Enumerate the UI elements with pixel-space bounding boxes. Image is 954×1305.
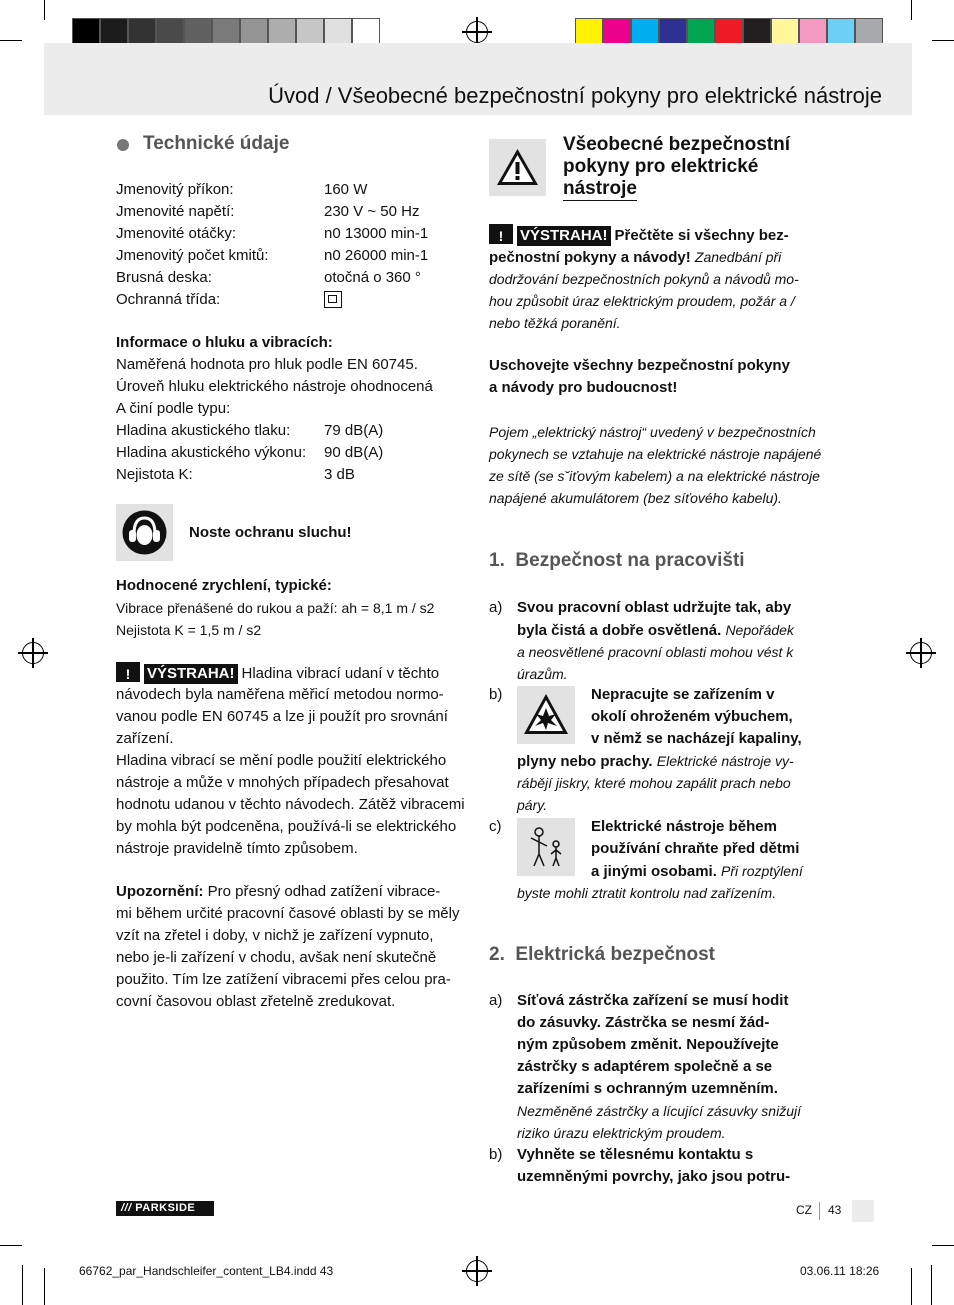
crop-mark — [22, 1265, 23, 1305]
color-swatch — [575, 18, 603, 46]
text-line: návodech byla naměřena měřicí metodou normo- — [116, 686, 444, 703]
text-line: a neosvětlené pracovní oblasti mohou vést k — [517, 644, 794, 660]
bold-text: byla čistá a dobře osvětlená. — [517, 622, 722, 639]
crop-mark — [911, 1268, 912, 1305]
warning-text: Hladina vibrací udaní v těchto — [241, 665, 440, 682]
crop-mark — [44, 0, 45, 20]
right-warning-line-first — [489, 224, 789, 247]
text-line: Elektrické nástroje během — [591, 818, 777, 835]
safety-heading-line: Všeobecné bezpečnostní — [563, 134, 791, 155]
text-line: a návody pro budoucnost! — [489, 379, 678, 396]
text-line: pokynech se vztahuje na elektrické nástroje napájené — [489, 446, 822, 462]
text-line: riziko úrazu elektrickým proudem. — [517, 1125, 726, 1141]
crop-mark — [932, 1245, 954, 1246]
text-line: otočná o 360 ° — [324, 269, 421, 286]
warning-triangle-icon — [489, 224, 513, 244]
text-line: 79 dB(A) — [324, 422, 384, 439]
footer-gray-block — [852, 1200, 874, 1222]
text-line: covní časovou oblast zřetelně zredukovat. — [116, 993, 396, 1010]
bullet-icon — [117, 139, 129, 151]
color-swatch — [827, 18, 855, 46]
gray-swatch — [72, 18, 100, 46]
text-line — [591, 860, 803, 883]
gray-swatch — [324, 18, 352, 46]
ear-protection-text: Noste ochranu sluchu! — [189, 524, 352, 541]
text-line: ze sítě (se s˘iťovým kabelem) a na elektrické nástroje — [489, 468, 820, 484]
bold-text: plyny nebo prachy. — [517, 753, 653, 770]
text-line: mi během určité pracovní časové oblasti by se měly — [116, 905, 460, 922]
text-line: Jmenovité otáčky: — [116, 225, 237, 242]
text-line: n0 13000 min-1 — [324, 225, 429, 242]
explosion-hazard-icon — [517, 686, 575, 744]
keep-children-away-icon — [517, 818, 575, 876]
text-line: n0 26000 min-1 — [324, 247, 429, 264]
text-line: Jmenovité napětí: — [116, 203, 235, 220]
text-line: A činí podle typu: — [116, 400, 231, 417]
color-swatch — [771, 18, 799, 46]
note-text: Pro přesný odhad zatížení vibrace- — [207, 883, 441, 900]
text-line: zařízeními s ochranným uzemněním. — [517, 1080, 778, 1097]
page-title: Úvod / Všeobecné bezpečnostní pokyny pro elektrické nástroje — [268, 83, 882, 108]
warning-italic-text: Zanedbání při — [694, 249, 782, 265]
text-line: okolí ohroženém výbuchem, — [591, 708, 793, 725]
section-number: 1. — [489, 550, 505, 571]
warning-triangle-icon — [116, 662, 140, 682]
text-line: Hladina akustického výkonu: — [116, 444, 307, 461]
text-line: Uschovejte všechny bezpečnostní pokyny — [489, 357, 790, 374]
uncertainty-line: Nejistota K = 1,5 m / s2 — [116, 622, 262, 638]
section-1-heading — [489, 550, 745, 572]
color-swatch — [659, 18, 687, 46]
text-line: rábějí jiskry, které mohou zapálit prach nebo — [517, 775, 791, 791]
color-swatch — [799, 18, 827, 46]
text-line: úrazům. — [517, 666, 568, 682]
gray-swatch — [352, 18, 380, 46]
text-line: Nezměněné zástrčky a lícující zásuvky snižují — [517, 1103, 801, 1119]
text-line: vzít na zřetel i doby, v nichž je zařízení vypnuto, — [116, 927, 434, 944]
text-line: ným způsobem změnit. Nepoužívejte — [517, 1036, 779, 1053]
text-line: b) — [489, 1146, 503, 1163]
safety-heading-line: pokyny pro elektrické — [563, 156, 759, 177]
text-line: b) — [489, 686, 503, 703]
footer-divider — [819, 1202, 820, 1220]
registration-mark-icon — [910, 642, 932, 664]
text-line: páry. — [517, 797, 548, 813]
vibration-heading: Hodnocené zrychlení, typické: — [116, 577, 332, 594]
registration-mark-icon — [466, 21, 488, 43]
text-line: Hladina vibrací se mění podle použití elektrického — [116, 752, 447, 769]
color-swatch — [603, 18, 631, 46]
text-line: zařízení. — [116, 730, 174, 747]
gray-swatch — [184, 18, 212, 46]
gray-swatch — [268, 18, 296, 46]
logo-stripes-icon: /// — [121, 1202, 132, 1214]
gray-swatch — [212, 18, 240, 46]
text-line: používání chraňte před dětmi — [591, 840, 800, 857]
gray-swatch — [100, 18, 128, 46]
text-line: Brusná deska: — [116, 269, 212, 286]
warning-bold-text: Přečtěte si všechny bez- — [614, 227, 789, 244]
section-heading-tech: Technické údaje — [143, 133, 290, 154]
text-line: Jmenovitý počet kmitů: — [116, 247, 269, 264]
text-line: by mohla být podceněna, používá-li se elektrického — [116, 818, 457, 835]
text-line: nebo je-li zařízení v chodu, avšak není skutečně — [116, 949, 437, 966]
text-line: hodnotu udanou v těchto návodech. Zátěž vibracemi — [116, 796, 465, 813]
indd-file-info: 66762_par_Handschleifer_content_LB4.indd 43 — [79, 1264, 334, 1278]
text-line: Naměřená hodnota pro hluk podle EN 60745. — [116, 356, 418, 373]
text-line: Jmenovitý příkon: — [116, 181, 234, 198]
warning-bold-text: pečnostní pokyny a návody! — [489, 249, 691, 266]
text-line — [517, 619, 794, 642]
crop-mark — [932, 40, 954, 41]
noise-heading: Informace o hluku a vibracích: — [116, 334, 333, 351]
safety-heading — [563, 134, 790, 201]
text-line: Nepracujte se zařízením v — [591, 686, 775, 703]
gray-swatch — [128, 18, 156, 46]
section-2-heading — [489, 944, 715, 966]
text-line: do zásuvky. Zástrčka se nesmí žád- — [517, 1014, 770, 1031]
print-date: 03.06.11 18:26 — [800, 1264, 880, 1278]
text-line: 160 W — [324, 181, 368, 198]
color-swatch — [855, 18, 883, 46]
page-number: 43 — [828, 1203, 842, 1217]
warning-label: VÝSTRAHA! — [144, 664, 238, 684]
text-line: nebo těžká poranění. — [489, 315, 621, 331]
text-line: vanou podle EN 60745 a lze ji použít pro srovnání — [116, 708, 448, 725]
italic-text: Elektrické nástroje vy- — [656, 753, 794, 769]
text-line: Úroveň hluku elektrického nástroje ohodnocená — [116, 378, 433, 395]
ear-protection-icon — [116, 504, 173, 561]
text-line: Svou pracovní oblast udržujte tak, aby — [517, 599, 792, 616]
crop-mark — [44, 1268, 45, 1305]
text-line: nástroje pravidelně tímto způsobem. — [116, 840, 358, 857]
italic-text: Při rozptýlení — [721, 863, 803, 879]
text-line: 3 dB — [324, 466, 355, 483]
text-line — [517, 750, 794, 773]
text-line: hou způsobit úraz elektrickým proudem, požár a / — [489, 293, 795, 309]
page-footer-box — [792, 1200, 874, 1222]
text-line: byste mohli ztratit kontrolu nad zařízením. — [517, 885, 777, 901]
crop-mark — [911, 0, 912, 20]
text-line: Pojem „elektrický nástroj“ uvedený v bezpečnostních — [489, 424, 816, 440]
text-line: a) — [489, 599, 503, 616]
text-line: dodržování bezpečnostních pokynů a návodů mo- — [489, 271, 799, 287]
note-line-first — [116, 881, 440, 903]
protection-class-icon — [324, 291, 342, 308]
section-title: Bezpečnost na pracovišti — [515, 550, 745, 571]
color-swatch — [687, 18, 715, 46]
crop-mark — [931, 1265, 932, 1305]
crop-mark — [0, 40, 22, 41]
text-line: Nejistota K: — [116, 466, 193, 483]
language-code: CZ — [796, 1203, 812, 1217]
warning-sign-icon — [489, 139, 546, 196]
parkside-logo — [116, 1201, 214, 1216]
vibration-line: Vibrace přenášené do rukou a paží: ah = 8,1 m / s2 — [116, 600, 435, 616]
section-title: Elektrická bezpečnost — [515, 944, 716, 965]
section-number: 2. — [489, 944, 505, 965]
text-line: a) — [489, 992, 503, 1009]
text-line: zástrčky s adaptérem společně a se — [517, 1058, 773, 1075]
color-swatch — [743, 18, 771, 46]
gray-swatch — [156, 18, 184, 46]
text-line: 90 dB(A) — [324, 444, 384, 461]
text-line: v němž se nacházejí kapaliny, — [591, 730, 802, 747]
text-line: c) — [489, 818, 502, 835]
warning-label: VÝSTRAHA! — [517, 226, 611, 246]
registration-mark-icon — [22, 642, 44, 664]
brand-name: PARKSIDE — [135, 1202, 196, 1214]
text-line: Síťová zástrčka zařízení se musí hodit — [517, 992, 789, 1009]
text-line: Hladina akustického tlaku: — [116, 422, 291, 439]
gray-swatch — [296, 18, 324, 46]
safety-heading-line: nástroje — [563, 178, 637, 199]
registration-mark-icon — [466, 1260, 488, 1282]
note-label: Upozornění: — [116, 883, 204, 900]
bold-text: a jinými osobami. — [591, 863, 717, 880]
gray-swatch — [240, 18, 268, 46]
text-line: Vyhněte se tělesnému kontaktu s — [517, 1146, 754, 1163]
warning-line-first — [116, 662, 439, 685]
text-line: uzemněnými povrchy, jako jsou potru- — [517, 1168, 791, 1185]
text-line: Ochranná třída: — [116, 291, 221, 308]
italic-text: Nepořádek — [725, 622, 794, 638]
text-line: nástroje a může v mnohých případech přesahovat — [116, 774, 449, 791]
text-line: napájené akumulátorem (bez síťového kabelu). — [489, 490, 782, 506]
text-line: 230 V ~ 50 Hz — [324, 203, 420, 220]
right-warning-line-second — [489, 246, 781, 269]
color-swatch — [631, 18, 659, 46]
text-line: použito. Tím lze zatížení vibracemi přes celou pra- — [116, 971, 451, 988]
color-swatch — [715, 18, 743, 46]
crop-mark — [0, 1245, 22, 1246]
